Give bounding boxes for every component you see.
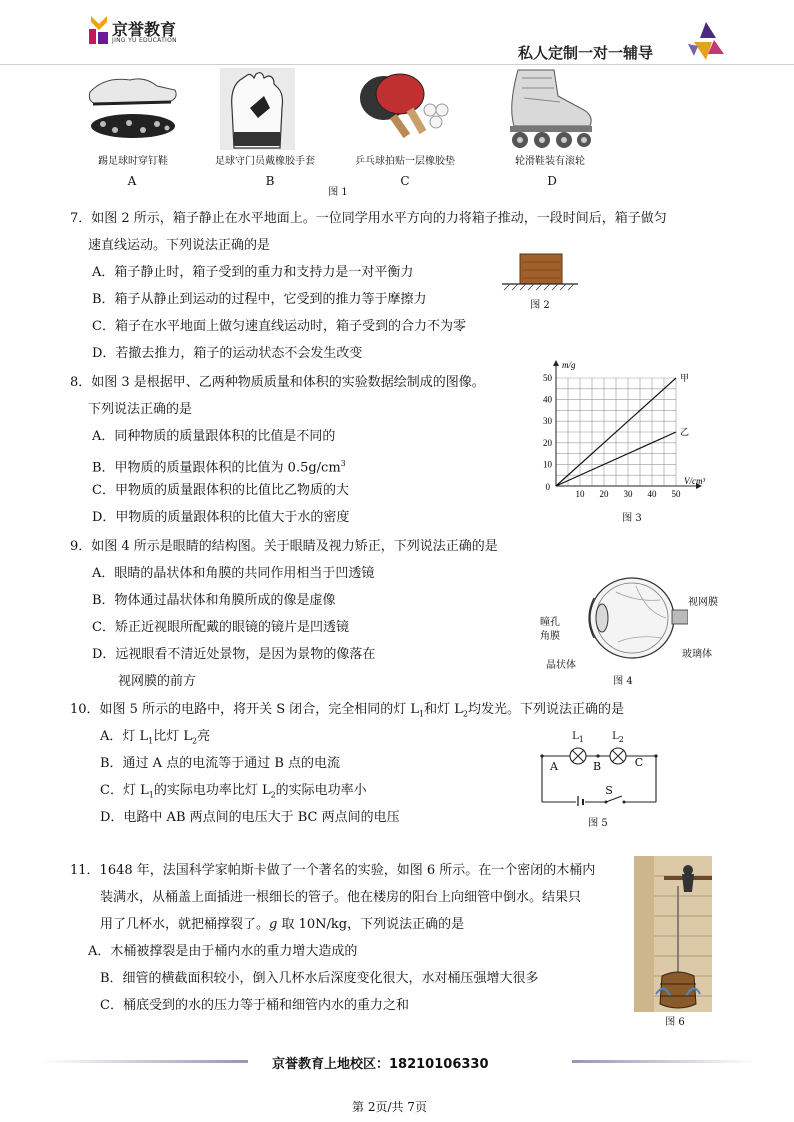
q11-option-a: A．木桶被撑裂是由于桶内水的重力增大造成的 xyxy=(88,944,358,959)
q10-option-c: C．灯 $L_1$的实际电功率比灯 $L_2$的实际电功率小 xyxy=(100,783,367,800)
eye-structure-diagram xyxy=(576,572,688,664)
q7-option-b: B．箱子从静止到运动的过程中，它受到的推力等于摩擦力 xyxy=(92,292,427,307)
q11-option-b: B．细管的横截面积较小，倒入几杯水后深度变化很大，水对桶压强增大很多 xyxy=(100,971,539,986)
q9-option-b: B．物体通过晶状体和角膜所成的像是虚像 xyxy=(92,593,336,608)
chart-x-axis-label: V/cm³ xyxy=(684,476,706,486)
roller-skate-image xyxy=(500,66,598,150)
q11-stem-line2: 装满水，从桶盖上面插进一根细长的管子。他在楼房的阳台上向细管中倒水。结果只 xyxy=(100,890,582,905)
circuit-diagram xyxy=(540,742,660,806)
figure2-label: 图 2 xyxy=(530,300,550,311)
brand-name: 京誉教育 xyxy=(112,20,177,39)
q10-option-d: D．电路中 AB 两点间的电压大于 BC 两点间的电压 xyxy=(100,810,400,825)
figure1-letter-a: A xyxy=(127,174,137,188)
q9-option-d-line2: 视网膜的前方 xyxy=(118,674,197,689)
q8-option-a: A．同种物质的质量跟体积的比值是不同的 xyxy=(92,429,336,444)
q10-option-a: A．灯 $L_1$比灯 $L_2$亮 xyxy=(100,729,211,746)
chart-y-tick-label: 30 xyxy=(543,416,552,427)
pascal-barrel-figure xyxy=(634,856,712,1012)
decorative-triangles-icon xyxy=(686,20,726,64)
q9-option-c: C．矫正近视眼所配戴的眼镜的镜片是凹透镜 xyxy=(92,620,349,635)
figure3-label: 图 3 xyxy=(622,513,642,524)
circuit-label-l2: $L_2$ xyxy=(612,731,624,744)
circuit-label-a: A xyxy=(550,760,558,773)
chart-y-tick-label: 20 xyxy=(543,437,552,448)
soccer-cleats-image xyxy=(85,70,180,150)
footer-rule-left xyxy=(40,1060,248,1063)
chart-x-tick-label: 20 xyxy=(599,489,609,499)
figure1-letter-d: D xyxy=(547,174,557,188)
brand-english-name: JING YU EDUCATION xyxy=(112,37,177,44)
eye-label-lens: 晶状体 xyxy=(546,660,576,671)
eye-label-vitreous: 玻璃体 xyxy=(682,649,712,660)
q11-stem-line1: 11．1648 年，法国科学家帕斯卡做了一个著名的实验，如图 6 所示。在一个密闭的木桶内 xyxy=(70,863,596,878)
chart-y-axis-label: m/g xyxy=(562,360,576,370)
figure1-letter-b: B xyxy=(265,174,275,188)
q7-option-c: C．箱子在水平地面上做匀速直线运动时，箱子受到的合力不为零 xyxy=(92,319,466,334)
chart-series-label: 甲 xyxy=(680,374,690,384)
footer-contact: 京誉教育上地校区：18210106330 xyxy=(272,1057,489,1072)
q8-option-c: C．甲物质的质量跟体积的比值比乙物质的大 xyxy=(92,483,349,498)
q10-option-b: B．通过 A 点的电流等于通过 B 点的电流 xyxy=(100,756,341,771)
circuit-label-b: B xyxy=(592,760,602,773)
figure1-caption-c: 乒乓球拍贴一层橡胶垫 xyxy=(355,156,455,167)
chart-y-tick-label: 10 xyxy=(543,459,552,470)
figure5-label: 图 5 xyxy=(588,818,608,829)
chart-y-tick-label: 50 xyxy=(543,373,552,383)
goalkeeper-gloves-image xyxy=(220,68,295,150)
q8-option-b: B．甲物质的质量跟体积的比值为 $0.5g/cm^3$ xyxy=(92,459,346,476)
eye-label-retina: 视网膜 xyxy=(688,597,718,608)
q9-option-a: A．眼睛的晶状体和角膜的共同作用相当于凹透镜 xyxy=(92,566,375,581)
figure1-label: 图 1 xyxy=(328,187,348,198)
ping-pong-paddles-image xyxy=(356,70,456,146)
q11-stem-line3: 用了几杯水，就把桶撑裂了。g 取 10N/kg，下列说法正确的是 xyxy=(100,917,465,932)
q10-stem: 10．如图 5 所示的电路中，将开关 S 闭合，完全相同的灯 $L_1$和灯 $L_2$均发光。下列说法正确的是 xyxy=(70,702,624,719)
chart-x-tick-label: 30 xyxy=(623,489,633,499)
box-on-ground-figure xyxy=(500,252,580,292)
q8-stem-line2: 下列说法正确的是 xyxy=(88,402,193,417)
figure1-caption-d: 轮滑鞋装有滚轮 xyxy=(515,156,585,167)
eye-label-cornea: 角膜 xyxy=(540,631,560,642)
q7-option-d: D．若撤去推力，箱子的运动状态不会发生改变 xyxy=(92,346,363,361)
figure1-letter-c: C xyxy=(400,174,410,188)
figure6-label: 图 6 xyxy=(665,1017,685,1028)
chart-y-axis-arrow xyxy=(553,360,559,366)
q11-option-c: C．桶底受到的水的压力等于桶和细管内水的重力之和 xyxy=(100,998,409,1013)
q7-option-a: A．箱子静止时，箱子受到的重力和支持力是一对平衡力 xyxy=(92,265,414,280)
chart-series-label: 乙 xyxy=(680,428,690,438)
chart-origin-label: 0 xyxy=(545,482,550,492)
page-number: 第 2页/共 7页 xyxy=(352,1100,427,1114)
chart-x-tick-label: 10 xyxy=(575,489,585,499)
chart-y-tick-label: 40 xyxy=(543,394,552,405)
header-divider xyxy=(0,64,794,65)
header-slogan: 私人定制一对一辅导 xyxy=(518,44,654,62)
brand-logo-icon xyxy=(88,14,110,46)
q7-stem-line2: 速直线运动。下列说法正确的是 xyxy=(88,238,271,253)
mass-volume-chart xyxy=(530,356,730,501)
q8-option-d: D．甲物质的质量跟体积的比值大于水的密度 xyxy=(92,510,350,525)
chart-x-tick-label: 40 xyxy=(647,489,657,499)
circuit-label-l1: $L_1$ xyxy=(572,731,584,744)
footer-rule-right xyxy=(572,1060,756,1063)
circuit-label-s: S xyxy=(605,784,613,797)
figure4-label: 图 4 xyxy=(613,676,633,687)
figure1-caption-a: 踢足球时穿钉鞋 xyxy=(98,156,168,167)
eye-label-pupil: 瞳孔 xyxy=(540,617,560,628)
q8-stem-line1: 8．如图 3 是根据甲、乙两种物质质量和体积的实验数据绘制成的图像。 xyxy=(70,375,485,390)
chart-x-tick-label: 50 xyxy=(671,489,681,499)
circuit-label-c: C xyxy=(634,756,644,769)
q9-option-d-line1: D．远视眼看不清近处景物，是因为景物的像落在 xyxy=(92,647,376,662)
q9-stem: 9．如图 4 所示是眼睛的结构图。关于眼睛及视力矫正，下列说法正确的是 xyxy=(70,539,498,554)
q7-stem-line1: 7．如图 2 所示，箱子静止在水平地面上。一位同学用水平方向的力将箱子推动，一段时间后，箱子做匀 xyxy=(70,211,667,226)
figure1-caption-b: 足球守门员戴橡胶手套 xyxy=(215,156,315,167)
